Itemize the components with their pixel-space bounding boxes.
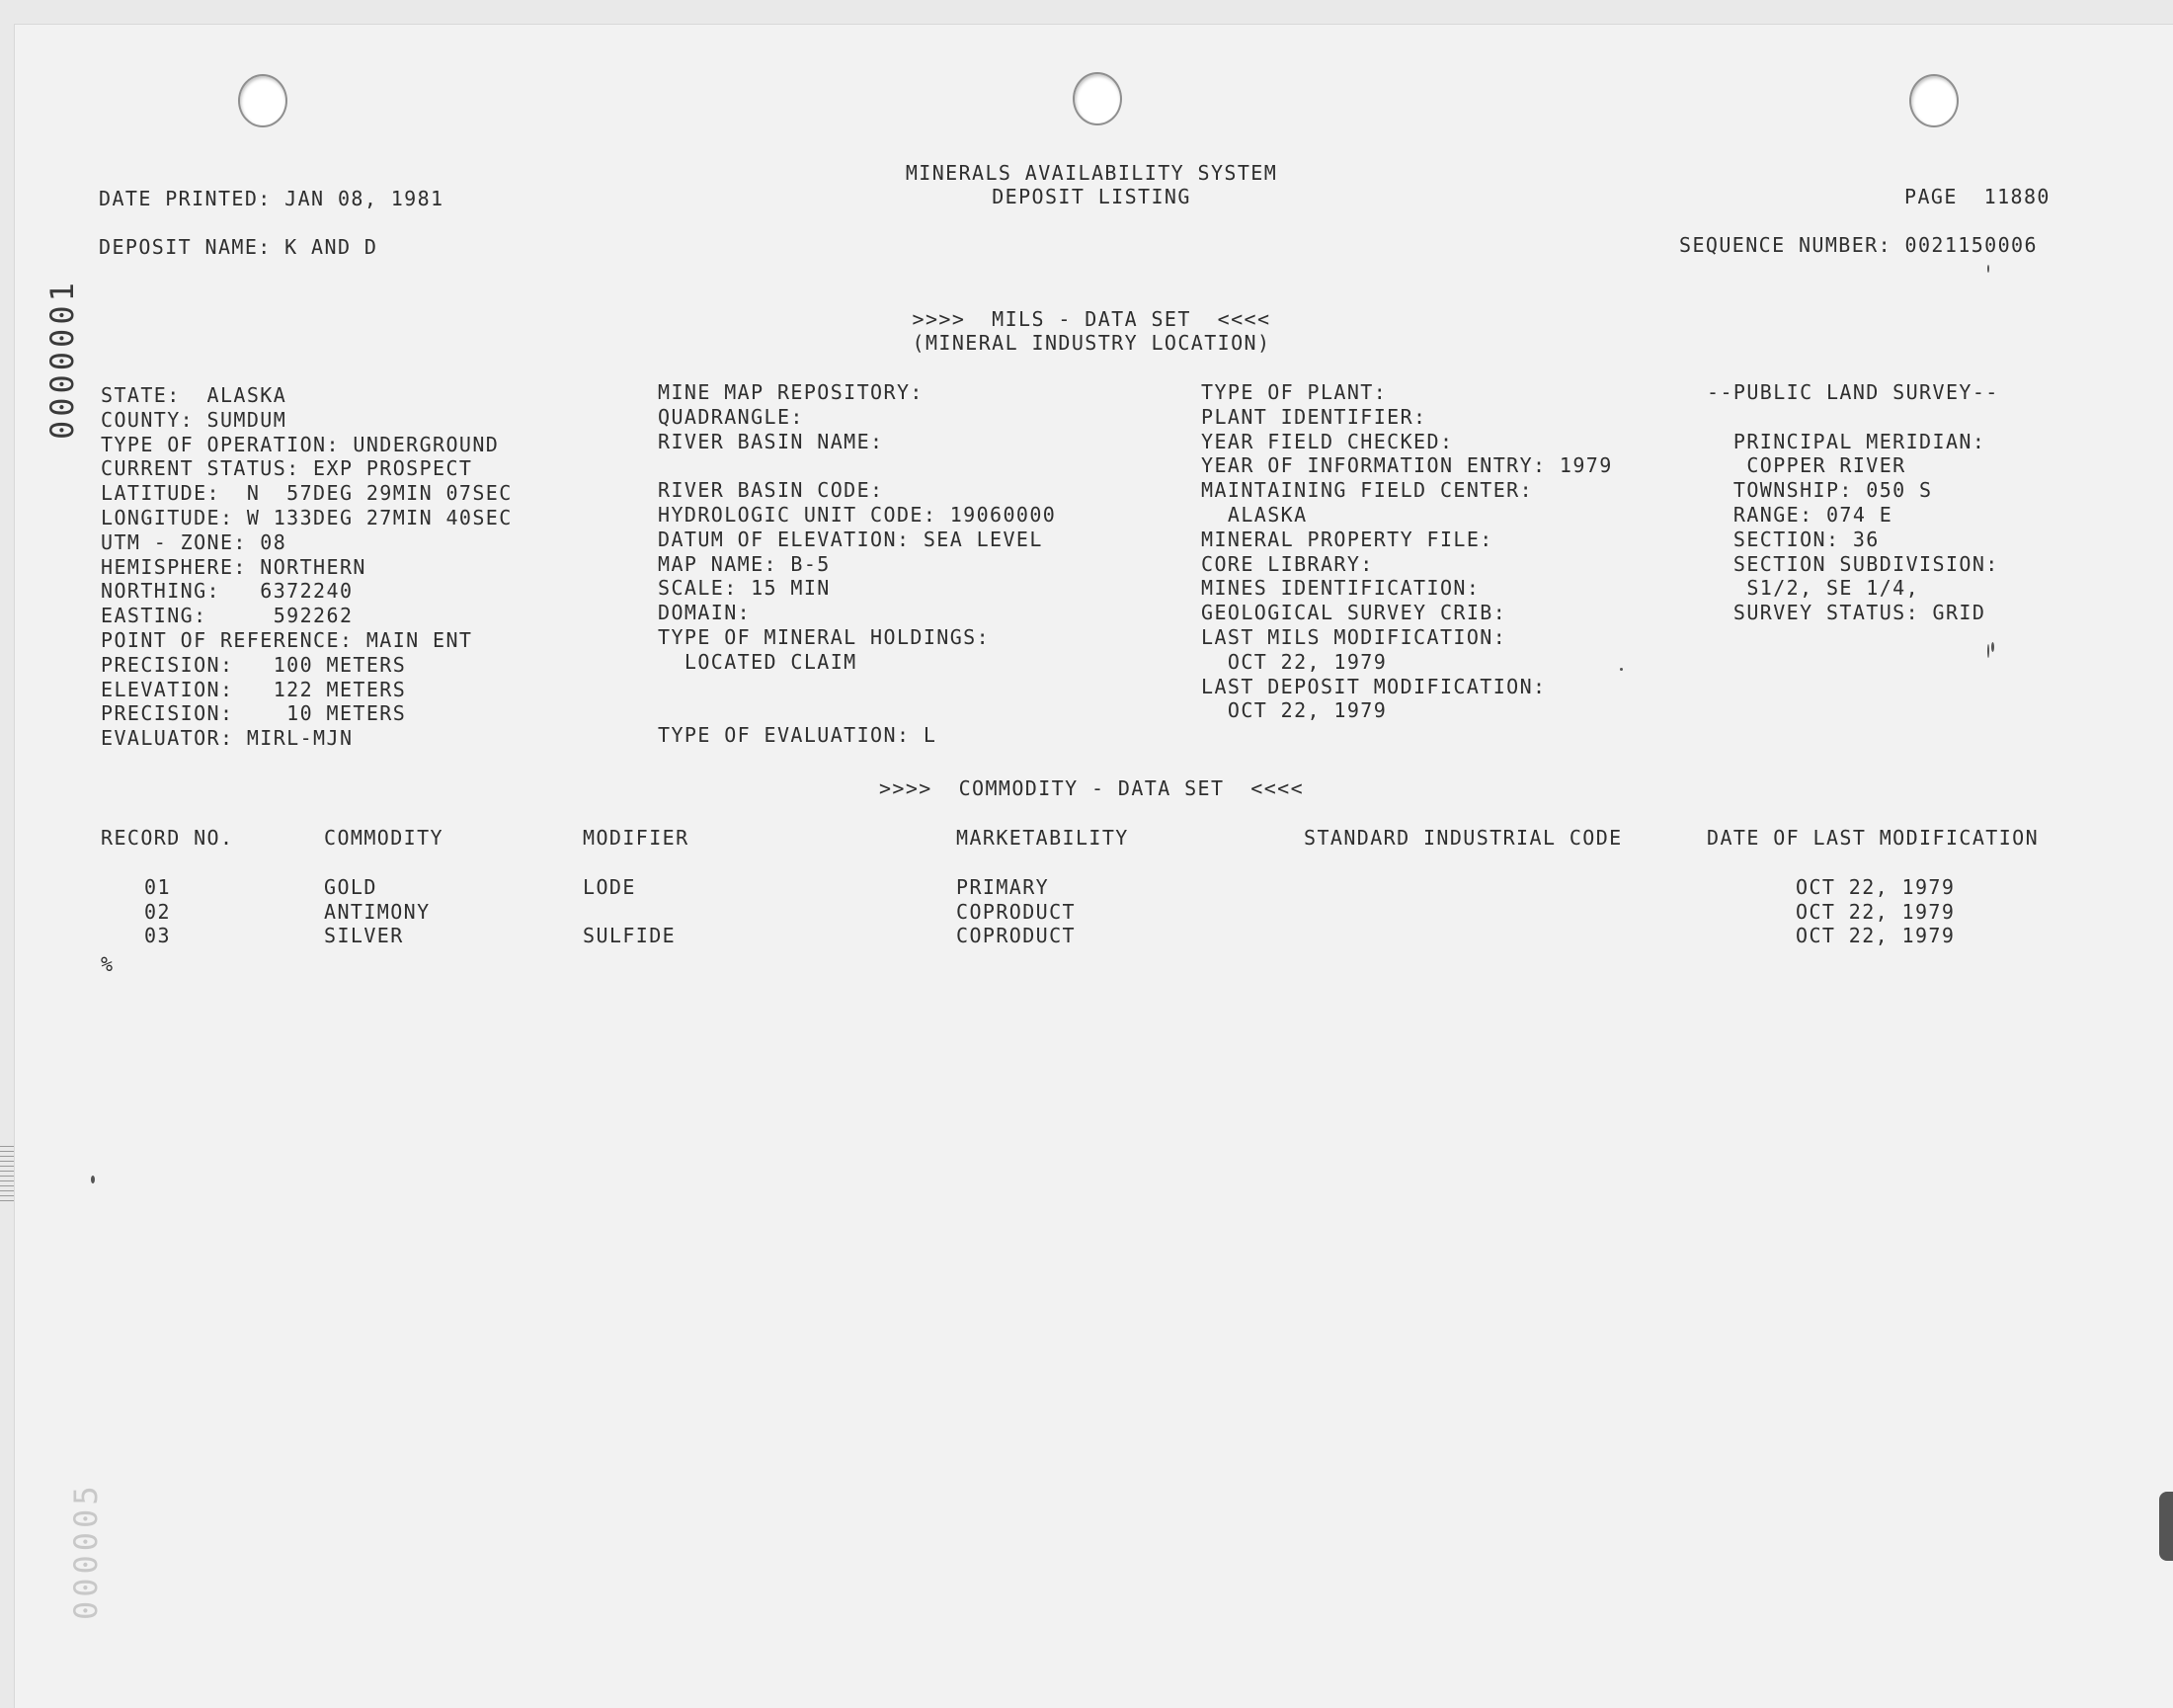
side-stamp-number: 0000001 <box>43 279 81 440</box>
table-cell: COPRODUCT <box>956 924 1076 947</box>
field-line: POINT OF REFERENCE: MAIN ENT <box>101 628 473 652</box>
field-line: EVALUATOR: MIRL-MJN <box>101 726 354 751</box>
table-cell: COPRODUCT <box>956 899 1076 924</box>
printout-sheet <box>14 24 2173 1708</box>
field-line: HEMISPHERE: NORTHERN <box>101 554 366 579</box>
system-title: MINERALS AVAILABILITY SYSTEM <box>905 161 1278 185</box>
field-line: TOWNSHIP: 050 S <box>1707 478 1933 503</box>
field-line: NORTHING: 6372240 <box>101 579 354 604</box>
field-line: ELEVATION: 122 METERS <box>101 677 407 701</box>
field-line: RIVER BASIN NAME: <box>658 429 884 453</box>
table-cell: SULFIDE <box>583 924 677 947</box>
end-mark: % <box>101 952 115 976</box>
field-line: MINES IDENTIFICATION: <box>1201 576 1481 601</box>
field-line: LAST DEPOSIT MODIFICATION: <box>1201 674 1547 698</box>
table-cell: SILVER <box>324 924 404 947</box>
column-header: STANDARD INDUSTRIAL CODE <box>1304 826 1623 850</box>
system-subtitle: DEPOSIT LISTING <box>992 185 1191 208</box>
date-printed: DATE PRINTED: JAN 08, 1981 <box>99 187 444 210</box>
field-line: ALASKA <box>1201 503 1308 527</box>
field-line: LAST MILS MODIFICATION: <box>1201 625 1507 649</box>
speck <box>1987 265 1989 273</box>
field-line: DOMAIN: <box>658 601 752 625</box>
table-cell: 03 <box>144 924 171 947</box>
table-cell: LODE <box>583 875 636 899</box>
field-line: LONGITUDE: W 133DEG 27MIN 40SEC <box>101 506 513 529</box>
field-line: GEOLOGICAL SURVEY CRIB: <box>1201 601 1507 625</box>
field-line: SECTION: 36 <box>1707 527 1880 551</box>
mils-title: >>>> MILS - DATA SET <<<< <box>912 307 1271 331</box>
column-header: MARKETABILITY <box>956 826 1129 850</box>
field-line: OCT 22, 1979 <box>1201 698 1388 723</box>
field-line: TYPE OF OPERATION: UNDERGROUND <box>101 432 500 456</box>
field-line: PRECISION: 100 METERS <box>101 652 407 677</box>
field-line: OCT 22, 1979 <box>1201 649 1388 674</box>
punch-hole-right <box>1909 74 1959 127</box>
column-header: MODIFIER <box>583 826 689 850</box>
field-line: --PUBLIC LAND SURVEY-- <box>1707 380 1999 404</box>
field-line: SURVEY STATUS: GRID <box>1707 601 1986 625</box>
field-line: RANGE: 074 E <box>1707 503 1893 527</box>
speck <box>1991 642 1994 652</box>
field-line: DATUM OF ELEVATION: SEA LEVEL <box>658 527 1043 551</box>
speck <box>1620 668 1623 671</box>
field-line: PLANT IDENTIFIER: <box>1201 404 1427 429</box>
side-stamp-number-faint: 000005 <box>67 1482 105 1620</box>
field-line: MINE MAP REPOSITORY: <box>658 380 924 404</box>
column-header: DATE OF LAST MODIFICATION <box>1707 826 2040 850</box>
field-line: COPPER RIVER <box>1707 453 1906 478</box>
commodity-title: >>>> COMMODITY - DATA SET <<<< <box>878 776 1305 800</box>
field-line: RIVER BASIN CODE: <box>658 478 884 503</box>
field-line: MINERAL PROPERTY FILE: <box>1201 527 1493 551</box>
field-line: HYDROLOGIC UNIT CODE: 19060000 <box>658 503 1057 527</box>
field-line: QUADRANGLE: <box>658 404 804 429</box>
page-number: PAGE 11880 <box>1904 185 2051 208</box>
field-line: MAP NAME: B-5 <box>658 551 831 576</box>
column-header: COMMODITY <box>324 826 443 850</box>
field-line: SECTION SUBDIVISION: <box>1707 551 1999 576</box>
field-line: YEAR FIELD CHECKED: <box>1201 429 1454 453</box>
field-line: TYPE OF PLANT: <box>1201 380 1388 404</box>
table-cell: 01 <box>144 875 171 899</box>
table-cell: PRIMARY <box>956 875 1050 899</box>
field-line: CORE LIBRARY: <box>1201 551 1374 576</box>
field-line: EASTING: 592262 <box>101 604 354 628</box>
table-cell: OCT 22, 1979 <box>1796 875 1956 899</box>
field-line: STATE: ALASKA <box>101 383 287 407</box>
field-line: PRINCIPAL MERIDIAN: <box>1707 429 1986 453</box>
punch-hole-left <box>238 74 287 127</box>
field-line: SCALE: 15 MIN <box>658 576 831 601</box>
column-header: RECORD NO. <box>101 826 234 850</box>
speck <box>1987 644 1989 658</box>
field-line: CURRENT STATUS: EXP PROSPECT <box>101 456 473 481</box>
mils-subtitle: (MINERAL INDUSTRY LOCATION) <box>912 331 1271 355</box>
deposit-name: DEPOSIT NAME: K AND D <box>99 235 378 259</box>
table-cell: OCT 22, 1979 <box>1796 924 1956 947</box>
field-line: YEAR OF INFORMATION ENTRY: 1979 <box>1201 453 1613 478</box>
field-line: TYPE OF EVALUATION: L <box>658 723 937 748</box>
punch-hole-center <box>1073 72 1122 125</box>
field-line: MAINTAINING FIELD CENTER: <box>1201 478 1534 503</box>
table-cell: 02 <box>144 899 171 924</box>
table-cell: GOLD <box>324 875 377 899</box>
table-cell: ANTIMONY <box>324 899 431 924</box>
field-line: COUNTY: SUMDUM <box>101 407 287 432</box>
field-line: LATITUDE: N 57DEG 29MIN 07SEC <box>101 481 513 506</box>
binder-clip-shadow <box>2159 1492 2173 1561</box>
table-cell: OCT 22, 1979 <box>1796 899 1956 924</box>
field-line: PRECISION: 10 METERS <box>101 701 407 726</box>
field-line: UTM - ZONE: 08 <box>101 529 287 554</box>
field-line: TYPE OF MINERAL HOLDINGS: <box>658 625 991 649</box>
left-edge-marks <box>0 1146 14 1205</box>
sequence-number: SEQUENCE NUMBER: 0021150006 <box>1679 233 2038 257</box>
field-line: LOCATED CLAIM <box>658 649 857 674</box>
field-line: S1/2, SE 1/4, <box>1707 576 1920 601</box>
speck <box>91 1176 95 1183</box>
